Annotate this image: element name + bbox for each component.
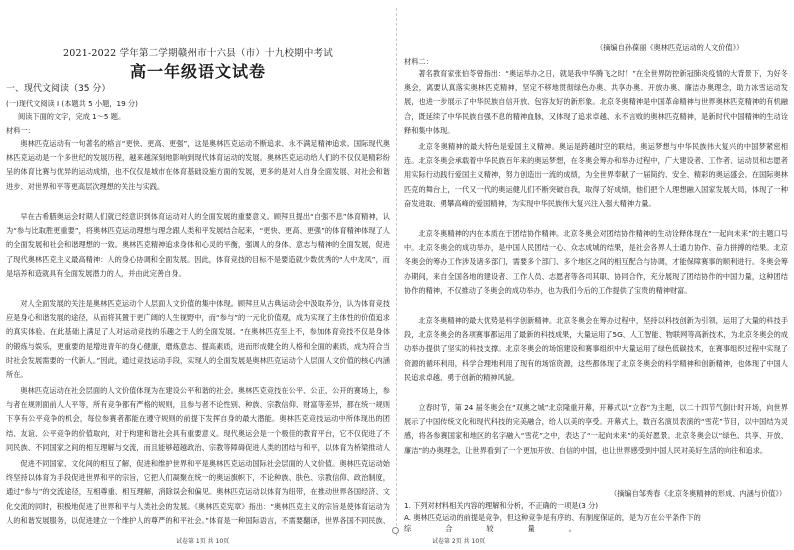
passage-paragraph: 北京冬奥精神的内在本质在于团结协作精神。北京冬奥会对团结协作精神的生动诠释体现在“一起向未来”的主题口号中。北京冬奥会的成功举办，是中国人民团结一心、众志成城的结果，是社会各界人士通力协作、奋力拼搏的结果。北京冬奥会的筹办工作涉及诸多部门，需要多个部门、多个地区之间的相互配合与协调，才能保障赛事的顺利进行。冬奥会筹办期间，来自全国各地的建设者、工作人员、志愿者等各司其职、协同合作，充分展现了团结协作的中国力量，这种团结协作的精神，不仅推动了冬奥会的成功举办，也为我们今后的工作提供了宝贵的精神财富。 (404, 229, 788, 295)
section-heading: 一、现代文阅读（35 分） (6, 84, 111, 94)
right-page (404, 0, 788, 550)
question-option-a: A. 奥林匹克运动的前提是竞争，但这种竞争是有序的、有制度保证的，是为万在公平条件下的 (404, 513, 701, 522)
passage-paragraph: 北京冬奥精神的最大优势是科学创新精神。北京冬奥会在筹办过程中，坚持以科技创新为引领，运用了大量的科技手段，北京冬奥会的各项赛事都运用了最新的科技成果，大量运用了5G、人工智能、物联网等高新技术，为北京冬奥会的成功举办提供了坚实的科技支撑。北京冬奥会的场馆建设和赛事组织中大量运用了绿色低碳技术，在赛事组织过程中实现了资源的循环利用，科学合理地利用了现有的场馆资源，这些都体现了北京冬奥会的科学精神和创新精神，也体现了中国人民追求卓越、勇于创新的精神风貌。 (404, 316, 788, 382)
page-footer: 试卷第 2页 共 10页 (432, 538, 486, 545)
passage-paragraph: 对人全面发展的关注是奥林匹克运动个人层面人文价值的集中体现。顾拜旦从古典运动会中汲取养分，认为体育竞技应是身心和谐发展的途径，从而将其置于更广阔的人生视野中，而“参与”的一元化价值观，成为实现了主体性的价值追求的真实体验。在此基础上满足了人对运动竞技的乐趣之于人的全面发展。“在奥林匹克至上不，参加体育竞技不仅是身体的锻炼与娱乐，更重要的是增进青年的身心健康，磨炼意志、提高素质，进而形成健全的人格和全面的素质，成为符合当时社会发展需要的一代新人。”因此，通过竞技运动手段，实现人的全面发展是奥林匹克运动个人层面人文价值的核心内涵所在。 (6, 299, 390, 380)
page-fold-divider (396, 8, 397, 536)
material-label: 材料二： (404, 57, 433, 66)
binding-hole-mark (392, 527, 399, 534)
reading-instruction: 阅读下面的文字，完成 1～5 题。 (18, 112, 126, 121)
passage-paragraph: 立春时节，第 24 届冬奥会在“双奥之城”北京隆重开幕，开幕式以“立春”为主题，以二十四节气倒计时开场，向世界展示了中国传统文化和现代科技的完美融合，给人以美的享受。开幕式上，数百名演员表演的“雪花”节目，以中国结为灵感，将各参赛国家和地区的名字融入“雪花”之中，表达了“一起向未来”的美好愿景。北京冬奥会以“绿色、共享、开放、廉洁”的办奥理念，让世界看到了一个更加开放、自信的中国，也让世界感受到中国人民对美好生活的向往和追求。 (404, 403, 788, 455)
exam-title-main: 2021-2022 学年第二学期赣州市十六县（市）十九校期中考试 (63, 48, 333, 59)
question-stem: 1. 下列对材料相关内容的理解和分析，不正确的一项是(3 分) (404, 501, 599, 510)
question-option-a-continued: 综合较量。 (404, 524, 610, 533)
passage-paragraph: 早在古希腊奥运会时期人们就已经意识到体育运动对人的全面发展的重要意义。顾拜旦提出“自强不息”体育精神，认为“参与比取胜更重要”，将奥林匹克运动理想与理念跟人类和平发展结合起来，“更快、更高、更强”的体育精神体现了人的全面发展和社会和谐理想的一致。奥林匹克精神追求身体和心灵的平衡，强调人的身体、意志与精神的全面发展，促进了现代奥林匹克主义最高精神：人的身心协调和全面发展。因此，体育竞技的目标不是要造就少数优秀的“人中龙凤”，而是培养和造就具有全面发展潜力的人，并由此完善自身。 (6, 212, 390, 278)
excerpt-source: （摘编自邹秀春《北京冬奥精神的形成、内涵与价值》） (610, 489, 787, 498)
passage-paragraph: 北京冬奥精神的最大特色是爱国主义精神。奥运是跨越时空的联结，奥运梦想与中华民族伟大复兴的中国梦紧密相连。北京冬奥会承载着中华民族百年来的奥运梦想，在冬奥会筹办和举办过程中，广大建设者、工作者、运动员和志愿者用实际行动践行爱国主义精神，努力创造出一流的成绩，为全世界奉献了一届简约、安全、精彩的奥运盛会。在国际奥林匹克的舞台上，一代又一代的奥运健儿们不断突破自我，取得了好成绩，他们把个人理想融入国家发展大局，体现了一种奋发进取、勇攀高峰的爱国精神，为实现中华民族伟大复兴注入强大精神力量。 (404, 142, 788, 208)
page-footer: 试卷第 1页 共 10页 (176, 538, 230, 545)
passage-paragraph: 促进不同国家、文化间的相互了解，促进和维护世界和平是奥林匹克运动国际社会层面的人文价值。奥林匹克运动始终坚持以体育为手段促进世界和平的宗旨，它把人们凝聚在统一的奥运旗帜下，不论种族、肤色、宗教信仰、政治制度，通过“参与”的交流途径，互相尊重、相互理解，消除误会和偏见。奥林匹克运动以体育为纽带，在推动世界各国经济、文化交流的同时，积极地促进了世界和平与人类社会的发展。《奥林匹克宪章》指出：“奥林匹克主义的宗旨是使体育运动为人的和谐发展服务，以促进建立一个维护人的尊严的和平社会。”体育是一种国际语言，不需要翻译，世界各国不同民族、 (6, 459, 390, 525)
exam-title-sub: 高一年级语文试卷 (129, 62, 266, 81)
material-label: 材料一： (6, 126, 35, 135)
left-page (6, 0, 390, 550)
subsection-heading: (一)现代文阅读 I (本题共 5 小题，19 分) (6, 99, 138, 108)
passage-paragraph: 著名教育家张伯苓曾指出：“奥运举办之日，就是我中华腾飞之时！”在全世界防控新冠肺炎疫情的大背景下，为好冬奥会，离要认真落实奥林匹克精神，坚定不移地贯彻绿色办奥、共享办奥、开放办奥、廉洁办奥理念，助力冰雪运动发展，也进一步展示了中华民族自信开放、包容友好的新形象。北京冬奥精神是中国革命精神与世界奥林匹克精神的有机融合，既延续了中华民族自强不息的精神血脉，又体现了追求卓越、永不言败的奥林匹克精神，是新时代中国精神的生动诠释和集中体现。 (404, 69, 788, 135)
passage-paragraph: 奥林匹克运动有一句著名的格言“更快、更高、更强”，这是奥林匹克运动不断追求、永不满足精神追求。国际现代奥林匹克运动是一个多世纪的发展历程，越来越深刻地影响到现代体育运动的发展。奥林匹克运动给人们的不仅仅是精彩纷呈的体育比赛与优异的运动成绩，也不仅仅是城市在体育基础设施方面的发展，更多的是对人自身全面发展、对社会和谐进步、对世界和平等更高层次理想的关注与实践。 (6, 139, 390, 191)
passage-paragraph: 奥林匹克运动在社会层面的人文价值体现为在建设公平和谐的社会。奥林匹克竞技在公平、公正、公开的赛场上，参与者在规则面前人人平等，所有竞争都有严格的规则，且参与者不论性别、种族、宗教信仰、财富等差异，都在统一规则下享有公平竞争的机会，每位参赛者都能在遵守规则的前提下发挥自身的最大潜能。奥林匹克竞技运动中所体现出的团结、友谊、公平竞争的价值取向，对于构建和谐社会具有重要意义。现代奥运会是一个极佳的教育平台，它不仅促进了不同民族、不同国家之间的相互理解与交流，而且能够超越政治、宗教等障碍促进人类的团结与和平，以体育为桥梁推动人 (6, 386, 390, 452)
excerpt-source: （摘编自孙葆丽《奥林匹克运动的人文价值》） (596, 43, 744, 52)
